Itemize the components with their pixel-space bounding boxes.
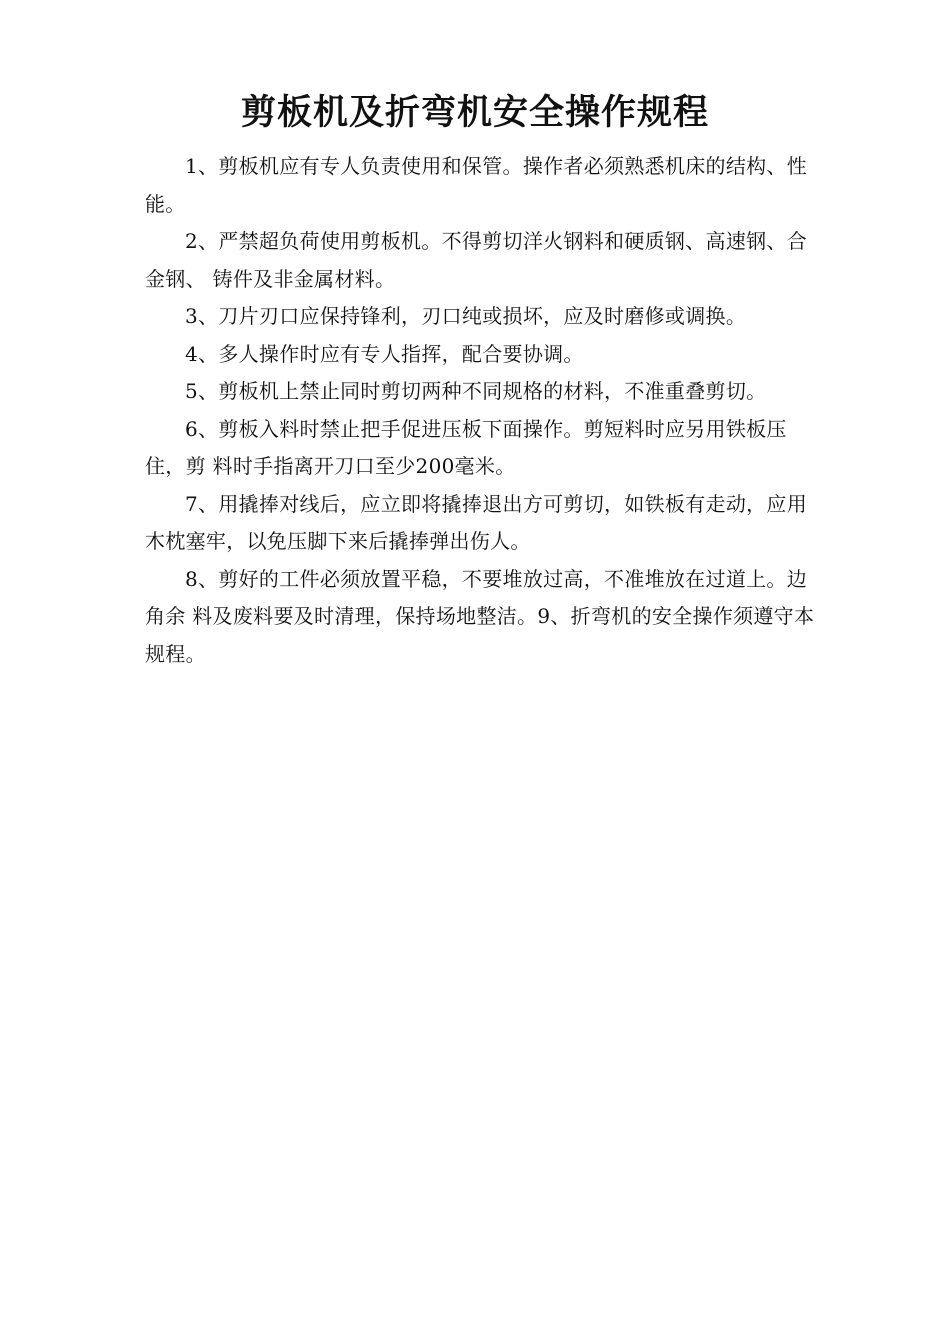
document-body [145,148,815,673]
paragraph-2: 2、严禁超负荷使用剪板机。不得剪切洋火钢料和硬质钢、高速钢、合金钢、 铸件及非金属材料。 [145,229,808,291]
paragraph-1: 1、剪板机应有专人负责使用和保管。操作者必须熟悉机床的结构、性能。 [145,154,808,216]
paragraph-3: 3、刀片刃口应保持锋利，刃口纯或损坏，应及时磨修或调换。 [185,304,747,328]
paragraph-5: 5、剪板机上禁止同时剪切两种不同规格的材料，不准重叠剪切。 [185,379,767,403]
paragraph-7: 7、用撬捧对线后，应立即将撬捧退出方可剪切，如铁板有走动，应用木枕塞牢，以免压脚下来后撬捧弹出伤人。 [145,491,808,553]
paragraph-8: 8、剪好的工件必须放置平稳，不要堆放过高，不准堆放在过道上。边角余 料及废料要及时清理，保持场地整洁。9、折弯机的安全操作须遵守本规程。 [145,566,815,666]
paragraph-4: 4、多人操作时应有专人指挥，配合要协调。 [185,341,584,366]
paragraph-6: 6、剪板入料时禁止把手促进压板下面操作。剪短料时应另用铁板压住，剪 料时手指离开刀口至少200毫米。 [145,416,787,478]
document-title: 剪板机及折弯机安全操作规程 [240,93,709,133]
